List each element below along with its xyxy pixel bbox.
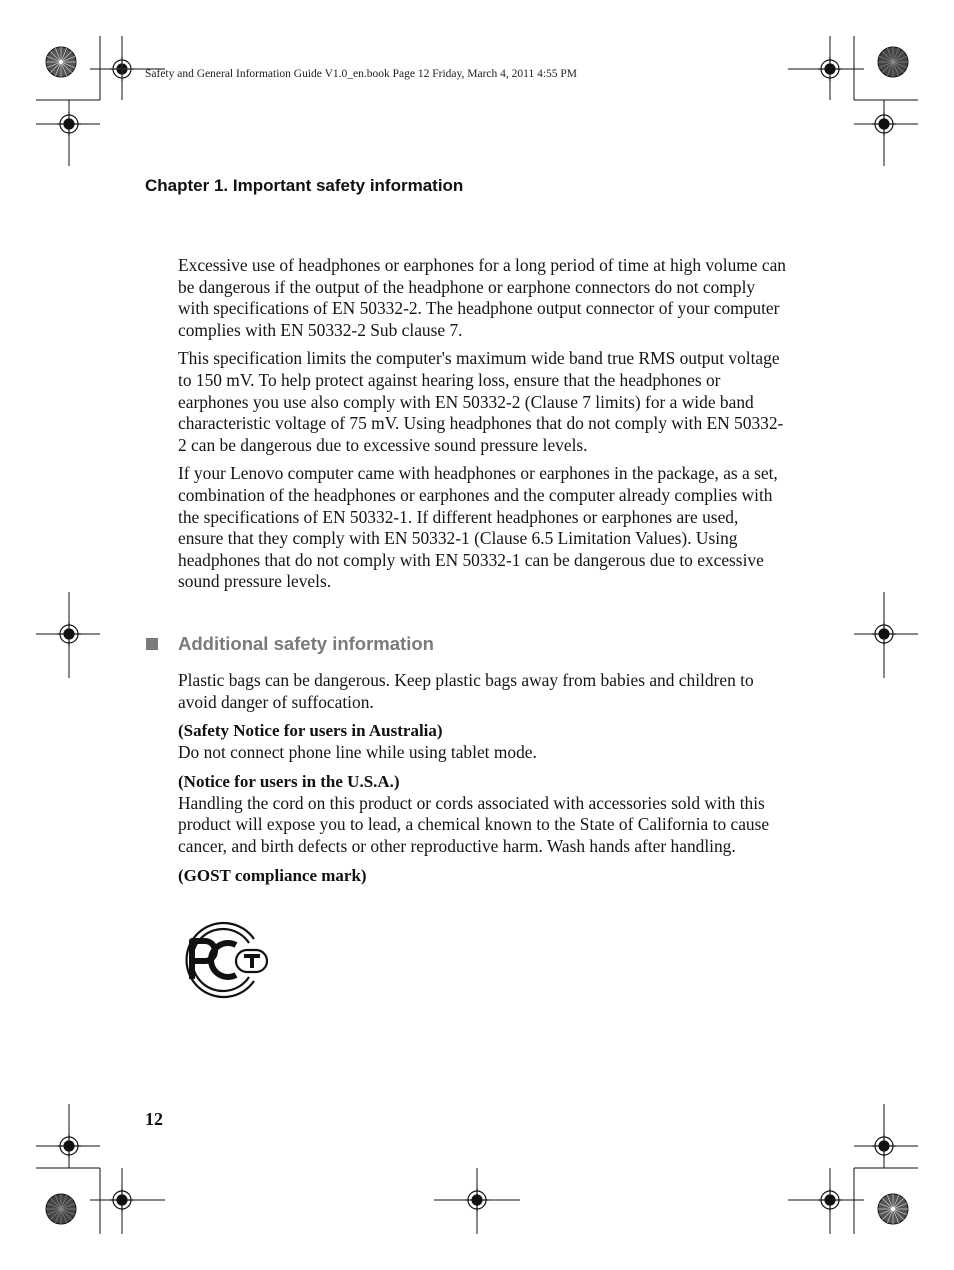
additional-safety-section [178,670,788,887]
gost-mark-label: (GOST compliance mark) [178,865,367,885]
starburst-mark-top-left [45,46,77,78]
usa-notice-text: Handling the cord on this product or cords associated with accessories sold with this product will expose you to lead, a chemical known to the State of California to cause cancer, and birth defects or other reproductive harm. Wash hands after handling. [178,792,770,856]
headphone-section [178,255,788,593]
starburst-mark-bottom-right [877,1193,909,1225]
section-bullet-icon [146,638,158,650]
australia-notice-label: (Safety Notice for users in Australia) [178,721,443,741]
usa-notice-label: (Notice for users in the U.S.A.) [178,771,400,791]
page-number: 12 [145,1109,163,1129]
starburst-mark-bottom-left [45,1193,77,1225]
chapter-title: Chapter 1. Important safety information [145,176,464,195]
paragraph-specification-limits: This specification limits the computer's maximum wide band true RMS output voltage to 150 mV. To help protect against hearing loss, ensure that the headphones or earphones you use also comply with EN 50332-2 (Clause 7 limits) for a wide band characteristic voltage of 75 mV. Using headphones that do not comply with EN 50332-2 can be dangerous due to excessive sound pressure levels. [178,348,784,455]
australia-notice-text: Do not connect phone line while using tablet mode. [178,742,537,763]
starburst-mark-top-right [877,46,909,78]
section-heading: Additional safety information [178,633,434,654]
paragraph-lenovo-headphones: If your Lenovo computer came with headphones or earphones in the package, as a set, combination of the headphones or earphones and the computer already complies with the specifications of EN 50332-1. If different headphones or earphones are used, ensure that they comply with EN 50332-1 (Clause 6.5 Limitation Values). Using headphones that do not comply with EN 50332-1 can be dangerous due to excessive sound pressure levels. [178,463,778,592]
gost-compliance-logo [172,921,272,999]
print-header: Safety and General Information Guide V1.0_en.book Page 12 Friday, March 4, 2011 4:55 PM [145,68,578,80]
paragraph-plastic-bags: Plastic bags can be dangerous. Keep plastic bags away from babies and children to avoid danger of suffocation. [178,670,754,712]
paragraph-headphone-usage: Excessive use of headphones or earphones for a long period of time at high volume can be dangerous if the output of the headphone or earphone connectors do not comply with specifications of EN 50332-2. The headphone output connector of your computer complies with EN 50332-2 Sub clause 7. [178,255,787,340]
